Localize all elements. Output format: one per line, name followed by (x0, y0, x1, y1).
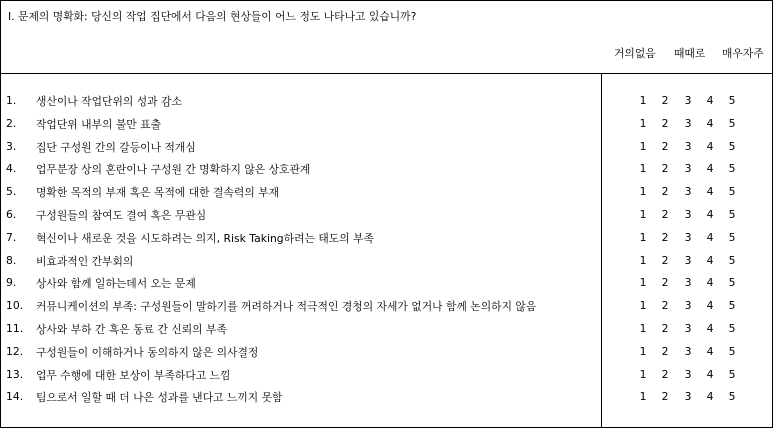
rating-option-2[interactable]: 2 (661, 116, 669, 130)
rating-option-1[interactable]: 1 (639, 139, 647, 153)
rating-option-1[interactable]: 1 (639, 185, 647, 199)
question-text: 커뮤니케이션의 부족: 구성원들이 말하기를 꺼려하거나 적극적인 경청의 자세가 없거나 함께 논의하지 않음 (36, 300, 537, 314)
rating-option-5[interactable]: 5 (728, 208, 736, 221)
rating-option-3[interactable]: 3 (684, 94, 692, 107)
rating-option-3[interactable]: 3 (684, 162, 692, 176)
question-text: 업무분장 상의 혼란이나 구성원 간 명확하지 않은 상호관계 (36, 163, 311, 177)
rating-option-4[interactable]: 4 (706, 185, 714, 199)
rating-option-1[interactable]: 1 (639, 344, 647, 358)
rating-option-2[interactable]: 2 (661, 367, 669, 381)
rating-option-4[interactable]: 4 (706, 276, 714, 290)
question-number: 2. (6, 116, 17, 130)
question-number: 9. (6, 276, 17, 290)
question-text: 혁신이나 새로운 것을 시도하려는 의지, Risk Taking하려는 태도의 부족 (36, 231, 374, 245)
question-text: 명확한 목적의 부재 혹은 목적에 대한 결속력의 부재 (36, 186, 280, 200)
question-row (0, 322, 773, 344)
rating-option-2[interactable]: 2 (661, 276, 669, 290)
question-text: 비효과적인 간부회의 (36, 254, 134, 268)
rating-option-4[interactable]: 4 (706, 162, 714, 176)
question-row (0, 254, 773, 276)
rating-option-4[interactable]: 4 (706, 390, 714, 404)
rating-option-1[interactable]: 1 (639, 230, 647, 244)
rating-option-4[interactable]: 4 (706, 322, 714, 335)
rating-option-3[interactable]: 3 (684, 139, 692, 153)
rating-option-3[interactable]: 3 (684, 344, 692, 358)
rating-option-3[interactable]: 3 (684, 230, 692, 244)
rating-option-2[interactable]: 2 (661, 390, 669, 404)
rating-option-3[interactable]: 3 (684, 322, 692, 335)
question-text: 팀으로서 일할 때 더 나은 성과를 낸다고 느끼지 못함 (36, 391, 283, 405)
question-number: 6. (6, 208, 17, 221)
rating-option-4[interactable]: 4 (706, 367, 714, 381)
rating-option-2[interactable]: 2 (661, 162, 669, 176)
rating-option-1[interactable]: 1 (639, 299, 647, 313)
question-text: 구성원들의 참여도 결여 혹은 무관심 (36, 209, 207, 222)
rating-option-4[interactable]: 4 (706, 116, 714, 130)
question-text: 생산이나 작업단위의 성과 감소 (36, 95, 182, 108)
question-row (0, 390, 773, 412)
rating-option-5[interactable]: 5 (728, 116, 736, 130)
rating-option-1[interactable]: 1 (639, 162, 647, 176)
question-row (0, 345, 773, 367)
rating-option-2[interactable]: 2 (661, 344, 669, 358)
rating-option-5[interactable]: 5 (728, 94, 736, 107)
rating-option-2[interactable]: 2 (661, 185, 669, 199)
rating-option-1[interactable]: 1 (639, 116, 647, 130)
question-row (0, 117, 773, 139)
question-row (0, 208, 773, 230)
rating-option-5[interactable]: 5 (728, 253, 736, 267)
rating-option-4[interactable]: 4 (706, 208, 714, 221)
question-number: 5. (6, 185, 17, 199)
rating-option-2[interactable]: 2 (661, 253, 669, 267)
rating-option-4[interactable]: 4 (706, 344, 714, 358)
rating-option-1[interactable]: 1 (639, 322, 647, 335)
scale-header-sometimes: 때때로 (674, 47, 706, 60)
rating-option-4[interactable]: 4 (706, 253, 714, 267)
section-title: I. 문제의 명확화: 당신의 작업 집단에서 다음의 현상들이 어느 정도 나타나고 있습니까? (8, 10, 417, 23)
rating-option-3[interactable]: 3 (684, 390, 692, 404)
scale-header-rarely: 거의없음 (614, 47, 656, 60)
rating-option-5[interactable]: 5 (728, 322, 736, 335)
question-row (0, 185, 773, 207)
rating-option-1[interactable]: 1 (639, 253, 647, 267)
rating-option-3[interactable]: 3 (684, 208, 692, 221)
rating-option-2[interactable]: 2 (661, 139, 669, 153)
question-number: 7. (6, 230, 17, 244)
header-divider (0, 73, 773, 74)
rating-option-5[interactable]: 5 (728, 139, 736, 153)
rating-option-5[interactable]: 5 (728, 162, 736, 176)
question-row (0, 368, 773, 390)
rating-option-3[interactable]: 3 (684, 299, 692, 313)
rating-option-5[interactable]: 5 (728, 185, 736, 199)
rating-option-2[interactable]: 2 (661, 208, 669, 221)
question-row (0, 94, 773, 116)
question-number: 12. (6, 344, 24, 358)
question-number: 14. (6, 390, 24, 404)
scale-header-very-often: 매우자주 (722, 47, 764, 60)
question-row (0, 299, 773, 321)
question-text: 집단 구성원 간의 갈등이나 적개심 (36, 140, 196, 154)
rating-option-4[interactable]: 4 (706, 299, 714, 313)
rating-option-4[interactable]: 4 (706, 139, 714, 153)
question-number: 3. (6, 139, 17, 153)
rating-option-3[interactable]: 3 (684, 116, 692, 130)
question-row (0, 276, 773, 298)
rating-option-3[interactable]: 3 (684, 276, 692, 290)
rating-option-5[interactable]: 5 (728, 230, 736, 244)
question-text: 작업단위 내부의 불만 표출 (36, 117, 162, 131)
rating-option-1[interactable]: 1 (639, 390, 647, 404)
question-number: 10. (6, 299, 24, 313)
question-number: 13. (6, 367, 24, 381)
rating-option-4[interactable]: 4 (706, 94, 714, 107)
rating-option-5[interactable]: 5 (728, 344, 736, 358)
rating-option-1[interactable]: 1 (639, 367, 647, 381)
rating-option-4[interactable]: 4 (706, 230, 714, 244)
question-text: 상사와 함께 일하는데서 오는 문제 (36, 277, 196, 291)
rating-option-5[interactable]: 5 (728, 299, 736, 313)
rating-option-1[interactable]: 1 (639, 276, 647, 290)
rating-option-2[interactable]: 2 (661, 322, 669, 335)
question-number: 11. (6, 322, 24, 335)
question-number: 1. (6, 94, 17, 107)
question-text: 구성원들이 이해하거나 동의하지 않은 의사결정 (36, 345, 259, 359)
rating-option-5[interactable]: 5 (728, 390, 736, 404)
question-text: 상사와 부하 간 혹은 동료 간 신뢰의 부족 (36, 323, 227, 336)
rating-option-1[interactable]: 1 (639, 94, 647, 107)
rating-option-2[interactable]: 2 (661, 230, 669, 244)
question-row (0, 162, 773, 184)
rating-option-2[interactable]: 2 (661, 94, 669, 107)
question-text: 업무 수행에 대한 보상이 부족하다고 느낌 (36, 368, 231, 382)
question-number: 4. (6, 162, 17, 176)
rating-option-2[interactable]: 2 (661, 299, 669, 313)
rating-option-1[interactable]: 1 (639, 208, 647, 221)
rating-option-3[interactable]: 3 (684, 185, 692, 199)
question-row (0, 231, 773, 253)
question-number: 8. (6, 253, 17, 267)
rating-option-5[interactable]: 5 (728, 276, 736, 290)
rating-option-3[interactable]: 3 (684, 253, 692, 267)
rating-option-3[interactable]: 3 (684, 367, 692, 381)
rating-option-5[interactable]: 5 (728, 367, 736, 381)
question-row (0, 140, 773, 162)
